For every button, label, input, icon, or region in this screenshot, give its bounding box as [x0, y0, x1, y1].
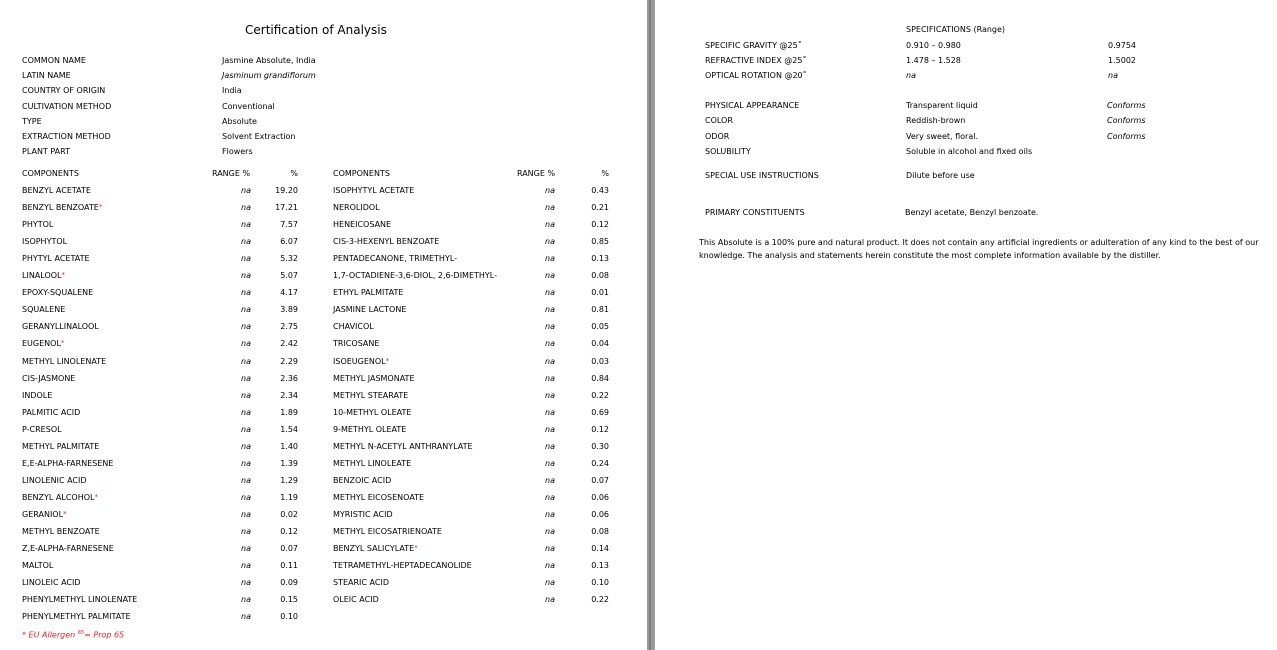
component-range: na [545, 186, 555, 195]
component-percent: 5.32 [280, 254, 298, 264]
component-percent: 1.54 [280, 424, 298, 434]
component-range: na [545, 356, 555, 366]
component-name: LINALOOL [22, 271, 62, 281]
component-name: LINOLEIC ACID [22, 578, 81, 588]
component-name: ISOPHYTYL ACETATE [333, 186, 415, 195]
component-name: BENZYL ACETATE [22, 186, 91, 195]
component-percent: 0.09 [280, 578, 298, 588]
component-range: na [241, 305, 251, 315]
component-percent: 0.05 [591, 322, 609, 332]
component-row [22, 391, 52, 401]
component-percent: 0.07 [280, 544, 298, 554]
component-row [333, 510, 393, 520]
component-name: CIS-JASMONE [22, 373, 76, 383]
component-range: na [545, 254, 555, 264]
component-range: na [545, 544, 555, 554]
component-range: na [545, 561, 555, 571]
spec-label: SPECIFIC GRAVITY @25˚ [705, 41, 802, 50]
component-range: na [241, 458, 251, 468]
component-name: PHYTYL ACETATE [22, 254, 90, 264]
component-name: METHYL N-ACETYL ANTHRANYLATE [333, 441, 473, 451]
component-name: PENTADECANONE, TRIMETHYL- [333, 254, 458, 264]
component-percent: 4.17 [280, 288, 298, 298]
component-percent: 0.03 [591, 356, 609, 366]
component-percent: 0.30 [591, 441, 609, 451]
components-header-left: COMPONENTS [22, 169, 79, 178]
component-range: na [241, 424, 251, 434]
component-percent: 1.19 [280, 492, 298, 502]
special-use-value: Dilute before use [906, 171, 975, 180]
component-row [22, 493, 98, 503]
component-row [22, 305, 65, 315]
property-value: Transparent liquid [906, 101, 978, 110]
component-range: na [241, 322, 251, 332]
allergen-marker: * [385, 356, 390, 365]
component-range: na [545, 288, 555, 298]
component-name: P-CRESOL [22, 424, 62, 434]
component-percent: 2.36 [280, 373, 298, 383]
property-result: Conforms [1107, 101, 1146, 110]
component-row [333, 595, 379, 605]
component-percent: 0.06 [591, 509, 609, 519]
component-row [22, 339, 64, 349]
component-range: na [545, 322, 555, 332]
component-range: na [545, 509, 555, 519]
component-name: INDOLE [22, 390, 53, 400]
component-name: PHENYLMETHYL LINOLENATE [22, 595, 138, 605]
component-range: na [241, 203, 251, 213]
component-range: na [241, 186, 251, 195]
component-percent: 0.13 [591, 561, 609, 571]
component-range: na [241, 578, 251, 588]
component-percent: 0.15 [280, 595, 298, 605]
component-row [333, 374, 415, 384]
component-name: METHYL STEARATE [333, 390, 409, 400]
component-row [22, 237, 67, 247]
component-range: na [241, 441, 251, 451]
component-row [333, 476, 391, 486]
info-value: Absolute [222, 116, 257, 126]
component-row [333, 391, 408, 401]
component-percent: 7.57 [280, 220, 298, 230]
component-range: na [545, 339, 555, 349]
component-name: METHYL PALMITATE [22, 441, 100, 451]
component-range: na [241, 527, 251, 536]
spec-result: na [1108, 71, 1118, 80]
component-range: na [241, 475, 251, 485]
component-row [333, 527, 442, 537]
info-label: CULTIVATION METHOD [22, 101, 112, 111]
component-name: ISOEUGENOL [333, 356, 386, 366]
component-name: TRICOSANE [333, 339, 380, 349]
component-percent: 5.07 [280, 271, 298, 281]
component-range: na [241, 509, 251, 519]
component-name: E,E-ALPHA-FARNESENE [22, 458, 114, 468]
component-percent: 0.14 [591, 544, 609, 554]
component-percent: 0.08 [591, 527, 609, 536]
component-range: na [545, 441, 555, 451]
component-percent: 1.39 [280, 458, 298, 468]
component-percent: 1.40 [280, 441, 298, 451]
component-percent: 2.34 [280, 390, 298, 400]
component-range: na [241, 237, 251, 247]
allergen-marker: * [63, 509, 67, 518]
component-percent: 2.42 [280, 339, 298, 349]
component-row [22, 561, 53, 571]
component-row [22, 510, 67, 520]
component-row [333, 561, 472, 571]
info-value: Jasmine Absolute, India [222, 56, 316, 65]
component-range: na [545, 220, 555, 230]
component-row [22, 595, 137, 605]
component-name: SQUALENE [22, 305, 66, 315]
component-row [333, 425, 406, 435]
component-percent: 0.81 [591, 305, 609, 315]
spec-label: OPTICAL ROTATION @20˚ [705, 71, 807, 80]
component-row [22, 374, 75, 384]
property-result: Conforms [1107, 131, 1146, 141]
component-name: 9-METHYL OLEATE [333, 424, 407, 434]
property-label: SOLUBILITY [705, 147, 751, 157]
info-value: India [222, 86, 242, 96]
info-value: Solvent Extraction [222, 132, 296, 141]
property-label: ODOR [705, 131, 730, 141]
component-percent: 0.04 [591, 339, 609, 349]
component-name: HENEICOSANE [333, 220, 392, 230]
component-row [333, 459, 411, 469]
component-range: na [545, 407, 555, 417]
component-percent: 0.21 [591, 203, 609, 213]
component-name: PHENYLMETHYL PALMITATE [22, 612, 131, 622]
component-row [22, 288, 93, 298]
component-name: METHYL EICOSATRIENOATE [333, 527, 442, 536]
component-row [22, 578, 81, 588]
primary-constituents-label: PRIMARY CONSTITUENTS [705, 208, 805, 217]
component-row [333, 254, 457, 264]
component-name: METHYL LINOLENATE [22, 356, 107, 366]
component-range: na [241, 373, 251, 383]
spec-range: na [906, 71, 916, 80]
spec-result: 1.5002 [1108, 56, 1136, 65]
component-name: BENZYL SALICYLATE [333, 544, 415, 554]
component-name: Z,E-ALPHA-FARNESENE [22, 544, 114, 554]
component-range: na [241, 595, 251, 605]
component-row [333, 339, 379, 349]
component-percent: 17.21 [275, 203, 298, 213]
component-name: MALTOL [22, 561, 54, 571]
property-value: Very sweet, floral. [906, 131, 979, 141]
info-label: PLANT PART [22, 147, 70, 157]
info-label: COUNTRY OF ORIGIN [22, 86, 106, 96]
component-name: METHYL JASMONATE [333, 373, 415, 383]
component-name: 10-METHYL OLEATE [333, 407, 412, 417]
property-label: PHYSICAL APPEARANCE [705, 101, 800, 110]
special-use-label: SPECIAL USE INSTRUCTIONS [705, 171, 819, 180]
component-name: LINOLENIC ACID [22, 475, 87, 485]
component-row [333, 357, 389, 367]
component-row [22, 408, 80, 418]
component-row [333, 271, 497, 281]
component-row [333, 220, 391, 230]
component-percent: 1.89 [280, 407, 298, 417]
component-name: BENZYL BENZOATE [22, 203, 99, 213]
component-name: OLEIC ACID [333, 595, 379, 605]
component-range: na [545, 271, 555, 281]
component-row [333, 203, 380, 213]
purity-statement: This Absolute is a 100% pure and natural product. It does not contain any artificial ingredients or adulteration of any kind to the best of our knowledge. The analysis and statements herein constitute the most complete information available by the distiller. [699, 238, 1259, 260]
component-name: ISOPHYTOL [22, 237, 68, 247]
component-name: METHYL LINOLEATE [333, 458, 412, 468]
component-percent: 0.10 [591, 578, 609, 588]
component-percent: 0.02 [280, 509, 298, 519]
component-name: ETHYL PALMITATE [333, 288, 404, 298]
property-result: Conforms [1107, 116, 1146, 126]
component-percent: 0.12 [591, 220, 609, 230]
component-row [22, 220, 53, 230]
component-row [333, 544, 418, 554]
spec-result: 0.9754 [1108, 41, 1136, 50]
property-value: Soluble in alcohol and fixed oils [906, 147, 1033, 157]
component-range: na [241, 220, 251, 230]
info-label: LATIN NAME [22, 71, 71, 81]
component-row [22, 476, 87, 486]
component-name: BENZYL ALCOHOL [22, 492, 95, 502]
component-percent: 0.07 [591, 475, 609, 485]
component-name: EUGENOL [22, 339, 61, 349]
component-range: na [545, 475, 555, 485]
info-label: TYPE [22, 116, 42, 126]
specs-header: SPECIFICATIONS (Range) [906, 25, 1006, 34]
component-range: na [545, 203, 555, 213]
component-name: BENZOIC ACID [333, 475, 392, 485]
component-range: na [241, 339, 251, 349]
component-range: na [545, 305, 555, 315]
component-name: MYRISTIC ACID [333, 509, 393, 519]
component-percent: 0.08 [591, 271, 609, 281]
footnote-suffix: = Prop 65 [84, 630, 125, 640]
component-row [22, 271, 65, 281]
component-name: GERANYLLINALOOL [22, 322, 99, 332]
component-percent: 6.07 [280, 237, 298, 247]
component-row [22, 203, 102, 213]
component-row [22, 322, 99, 332]
component-name: METHYL BENZOATE [22, 527, 100, 536]
components-header-right: COMPONENTS [333, 169, 390, 178]
component-row [333, 305, 406, 315]
page-two [655, 0, 1277, 650]
component-percent: 0.85 [591, 237, 609, 247]
component-row [22, 425, 62, 435]
component-name: PHYTOL [22, 220, 54, 230]
component-row [22, 357, 106, 367]
document-title: Certification of Analysis [245, 23, 387, 37]
component-name: CIS-3-HEXENYL BENZOATE [333, 237, 440, 247]
info-label: COMMON NAME [22, 56, 86, 65]
component-percent: 0.43 [591, 186, 609, 195]
component-row [22, 254, 90, 264]
footnote-sup: 65 [77, 630, 85, 636]
component-percent: 0.84 [591, 373, 609, 383]
pct-header-right: % [601, 169, 609, 178]
range-header-left: RANGE % [211, 169, 251, 178]
component-row [333, 322, 374, 332]
component-row [333, 288, 403, 298]
info-label: EXTRACTION METHOD [22, 132, 111, 141]
component-range: na [241, 544, 251, 554]
component-range: na [545, 492, 555, 502]
component-range: na [241, 271, 251, 281]
component-range: na [545, 527, 555, 536]
allergen-marker: * [61, 271, 65, 280]
component-range: na [241, 390, 251, 400]
component-name: EPOXY-SQUALENE [22, 288, 94, 298]
component-range: na [545, 390, 555, 400]
component-range: na [241, 356, 251, 366]
range-header-right: RANGE % [516, 169, 556, 178]
component-percent: 0.12 [280, 527, 298, 536]
component-row [333, 442, 473, 452]
pct-header-left: % [290, 169, 298, 178]
component-row [22, 612, 131, 622]
component-percent: 0.01 [591, 288, 609, 298]
spec-range: 1.478 – 1.528 [906, 56, 961, 65]
component-range: na [545, 373, 555, 383]
component-row [333, 237, 439, 247]
spec-label: REFRACTIVE INDEX @25˚ [705, 56, 807, 65]
component-row [333, 578, 389, 588]
component-row [22, 442, 99, 452]
component-row [22, 527, 100, 537]
component-range: na [241, 492, 251, 502]
component-row [333, 408, 411, 418]
component-name: 1,7-OCTADIENE-3,6-DIOL, 2,6-DIMETHYL- [333, 271, 497, 281]
allergen-marker: * [94, 492, 98, 501]
component-range: na [545, 424, 555, 434]
info-value: Jasminum grandiflorum [222, 71, 316, 81]
component-name: STEARIC ACID [333, 578, 389, 588]
page-divider [649, 0, 651, 650]
component-name: NEROLIDOL [333, 203, 380, 213]
info-value: Conventional [222, 101, 275, 111]
info-value: Flowers [222, 147, 253, 157]
component-row [333, 186, 414, 196]
component-percent: 0.06 [591, 492, 609, 502]
component-range: na [241, 612, 251, 622]
component-percent: 2.29 [280, 356, 298, 366]
component-name: PALMITIC ACID [22, 407, 81, 417]
property-label: COLOR [705, 116, 733, 126]
component-percent: 0.10 [280, 612, 298, 622]
component-range: na [241, 561, 251, 571]
component-name: METHYL EICOSENOATE [333, 492, 425, 502]
component-name: TETRAMETHYL-HEPTADECANOLIDE [333, 561, 472, 571]
property-value: Reddish-brown [906, 116, 966, 126]
component-percent: 0.22 [591, 595, 609, 605]
primary-constituents-value: Benzyl acetate, Benzyl benzoate. [905, 208, 1039, 217]
component-percent: 0.22 [591, 390, 609, 400]
allergen-footnote [22, 628, 124, 641]
component-percent: 0.24 [591, 458, 609, 468]
component-range: na [545, 237, 555, 247]
component-range: na [241, 288, 251, 298]
allergen-marker: * [414, 544, 418, 553]
component-percent: 0.13 [591, 254, 609, 264]
allergen-marker: * [60, 339, 65, 348]
component-range: na [241, 407, 251, 417]
footnote-prefix: * EU Allergen [22, 630, 78, 640]
component-percent: 0.12 [591, 424, 609, 434]
component-percent: 0.69 [591, 407, 609, 417]
component-range: na [545, 578, 555, 588]
component-range: na [545, 595, 555, 605]
component-name: GERANIOL [22, 509, 64, 519]
component-percent: 2.75 [280, 322, 298, 332]
component-range: na [545, 458, 555, 468]
component-percent: 3.89 [280, 305, 298, 315]
component-row [22, 544, 114, 554]
component-name: CHAVICOL [333, 322, 374, 332]
component-name: JASMINE LACTONE [333, 305, 407, 315]
component-range: na [241, 254, 251, 264]
component-percent: 0.11 [280, 561, 298, 571]
component-percent: 1.29 [280, 475, 298, 485]
spec-range: 0.910 – 0.980 [906, 41, 961, 50]
allergen-marker: * [98, 203, 103, 212]
component-row [22, 459, 113, 469]
component-row [333, 493, 424, 503]
component-percent: 19.20 [275, 186, 298, 195]
component-row [22, 186, 91, 196]
